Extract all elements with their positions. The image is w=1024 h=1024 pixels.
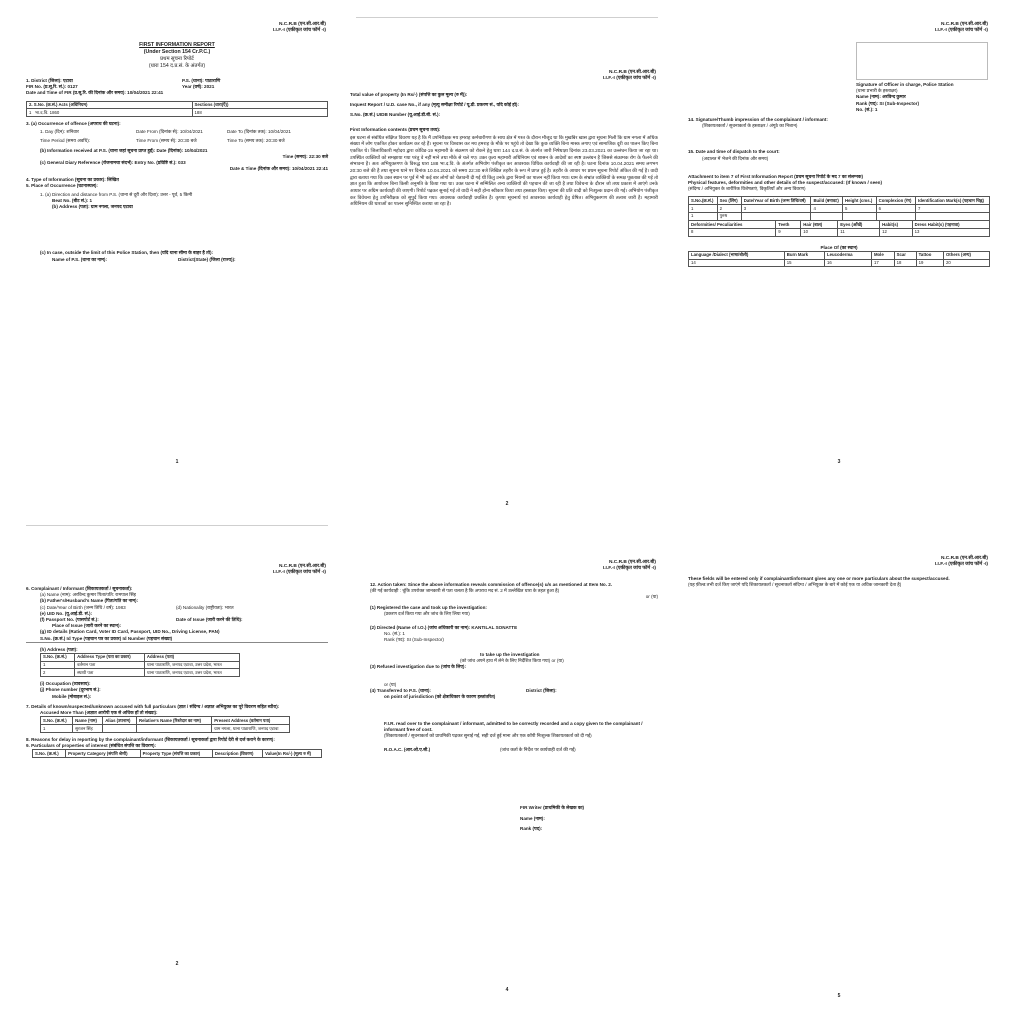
time-period-field: Time Period (समय अवधि):: [40, 137, 91, 143]
officer-rank: Rank (पद): SI (Sub-Inspector): [856, 100, 919, 106]
year-field: Year (वर्ष): 2021: [182, 84, 215, 90]
table-cell: [137, 725, 212, 733]
inquest-report-field: Inquest Report / U.D. case No., if any (मृत्यु समीक्षा रिपोर्ट / यू.डी. प्रकरण सं., यदि कोई हो):: [350, 102, 519, 108]
table-header-cell: Description (विवरण): [212, 750, 262, 758]
table-cell: थाना पाठाराणि, जनपद एटावा, उत्तर प्रदेश, भारत: [144, 669, 239, 677]
table-cell: [843, 212, 877, 220]
physical-table-3: [688, 251, 990, 268]
roac-field: R.O.A.C. (आर.ओ.ए.सी.): [384, 747, 431, 753]
fir-writer-heading: FIR Writer (प्राथमिकी के लेखक का): [520, 805, 585, 811]
accused-table: [40, 716, 290, 733]
dispatch-field: 15. Date and time of dispatch to the court:: [688, 149, 780, 155]
table-number-cell: 14: [689, 259, 785, 267]
properties-table: [32, 749, 322, 758]
page-header: N.C.R.B (एन.सी.आर.बी) I.I.F.-I (एकीकृत जांच फॉर्म -I): [272, 22, 326, 34]
table-header-cell: Address (पता): [144, 653, 239, 661]
table-cell: वर्तमान पता: [75, 661, 145, 669]
registered-case-hindi: (प्रकरण दर्ज किया गया और जांच के लिए लिया गया): [384, 610, 470, 616]
table-cell: 2: [41, 669, 75, 677]
table-header-cell: Property Category (संपत्ति श्रेणी): [66, 750, 141, 758]
table-cell: 1: [41, 661, 75, 669]
page-number: 3: [837, 459, 841, 466]
document-page-5: [348, 520, 666, 1014]
fir-writer-name: Name (नाम):: [520, 815, 545, 821]
complainant-signature-hindi: (शिकायतकर्ता / सूचनाकर्ता के हस्ताक्षर / अंगूठे का निशान): [702, 123, 798, 129]
page-number: 2: [175, 961, 179, 968]
officer-name: Name (नाम): अरविन्द कुमार: [856, 94, 906, 100]
page-number: 2: [505, 501, 509, 506]
complainant-uid: (e) UID No. (यू.आई.डी. सं.):: [40, 610, 93, 616]
table-cell: [916, 212, 990, 220]
fields-note: These fields will be entered only if complainant/informant gives any one or more particulars about the suspect/accused.: [688, 576, 950, 581]
table-number-cell: 6: [876, 205, 915, 213]
signature-title: Signature of Officer in charge, Police Station: [856, 82, 954, 87]
gd-reference-field: (c) General Diary Reference (रोजनामचा संदर्भ): Entry No. (प्रविष्टि सं.): 033: [40, 160, 186, 166]
acts-sections-table: [26, 101, 328, 118]
table-cell: [741, 212, 811, 220]
address-heading: (h) Address (पता):: [40, 646, 78, 652]
table-header-cell: Burn Mark: [784, 251, 824, 259]
physical-features-hindi: (संदिग्ध / अभियुक्त के शारीरिक विशेषताएं, विकृतियाँ और अन्य विवरण): [688, 186, 806, 192]
complainant-signature-field: 14. Signature/Thumb impression of the complainant / informant:: [688, 116, 828, 122]
fir-writer-rank: Rank (पद):: [520, 825, 543, 831]
table-header-cell: Present Address (वर्तमान पता): [212, 717, 290, 725]
table-row: [41, 661, 240, 669]
table-cell: [811, 212, 843, 220]
table-number-cell: 5: [843, 205, 877, 213]
beat-field: Beat No. (बीट सं.): 1: [52, 198, 93, 204]
fir-contents-heading: First Information contents (प्रथम सूचना तथ्य):: [350, 126, 441, 132]
complainant-father: (b) Father's/Husband's Name (पिता/पति का नाम):: [40, 598, 139, 604]
time-to-field: Time To (समय तक): 20:30 बजे: [227, 137, 285, 143]
table-header-cell: Scar: [894, 251, 916, 259]
complainant-heading: 6. Complainant / Informant (शिकायतकर्ता / सूचनाकर्ता):: [26, 586, 133, 591]
document-page-4: [18, 520, 336, 1014]
table-header-cell: Language /Dialect (भाषा/बोली): [689, 251, 785, 259]
uidb-field: S.No. (क्र.सं.) UIDB Number (यू.आई.डी.बी. सं.):: [350, 112, 441, 118]
table-header-cell: Leucoderma: [825, 251, 872, 259]
table-number-cell: 15: [784, 259, 824, 267]
accused-more-field: Accused More Than (अज्ञात आरोपी एक से अधिक हों तो संख्या):: [40, 710, 158, 716]
document-page-2: [348, 12, 666, 506]
properties-heading: 9. Particulars of properties of interest (संबंधित संपत्ति का विवरण):: [26, 742, 157, 748]
table-cell: सुरजन सिंह: [73, 725, 103, 733]
table-number-cell: 2: [717, 205, 741, 213]
acts-row-section: 188: [192, 109, 327, 117]
fir-contents-text: इस घटना से संबंधित संक्षिप्त विवरण यह है कि मैं उपनिरीक्षक मय हमराह कर्मचारीगण के साथ क्षेत्र में गश्त के दौरान मौजूद था कि मुखबिर खास द्वारा सूचना मिली कि ग्राम नगला में अधिक संख्या में लोग एकत्रित होकर कार्यक्रम कर रहे हैं। सूचना पर विश्वास कर मय हमराह के मौके पर पहुंचे तो देखा कि कुछ व्यक्ति बिना मास्क लगाए एवं सामाजिक दूरी का पालन किए बिना एकत्रित थे। जिलाधिकारी महोदय द्वारा कोविड-19 महामारी के संक्रमण को रोकने हेतु धारा 144 द.प्र.सं. के अंतर्गत जारी निषेधाज्ञा दिनांक 23.03.2021 का उल्लंघन किया जा रहा था। उपस्थित व्यक्तियों को समझाया गया परंतु वे नहीं माने तथा मौके से चले गए। उक्त कृत्य महामारी अधिनियम एवं शासन के आदेशों का स्पष्ट उल्लंघन है जिससे संक्रामक रोग के फैलने की संभावना है। अतः अभियुक्तगण के विरुद्ध धारा 188 भा.द.वि. के अंतर्गत अभियोग पंजीकृत कर आवश्यक विधिक कार्यवाही की जा रही है। घटना दिनांक 10.04.2021 समय लगभग 20:30 बजे की है तथा सूचना थाने पर दिनांक 10.04.2021 को समय 22:30 बजे लिखित तहरीर के रूप में प्राप्त हुई है। तहरीर के आधार पर प्रथम सूचना रिपोर्ट अंकित की गई है। वादी द्वारा बताया गया कि उक्त स्थान पर पूर्व में भी कई बार लोगों को चेतावनी दी गई थी किंतु उनके द्वारा नियमों का पालन नहीं किया गया। ग्राम के संभ्रांत व्यक्तियों के समक्ष पूछताछ की गई तो ज्ञात हुआ कि आयोजन बिना किसी अनुमति के किया गया था। उक्त घटना में सम्मिलित अन्य व्यक्तियों की पहचान की जा रही है तथा विवेचना के दौरान जो तथ्य प्रकाश में आएंगे उनके आधार पर अग्रिम कार्यवाही की जाएगी। रिपोर्ट पढ़कर सुनाई गई तो वादी ने सही होना स्वीकार किया तथा हस्ताक्षर किए। सूचना की प्रति वादी को निःशुल्क प्रदान की गई। अभियोग पंजीकृत कर विवेचना हेतु उपनिरीक्षक को सुपुर्द किया गया। आवश्यक कार्यवाही प्रचलित है। कृपया सूचनार्थ एवं आवश्यक कार्यवाही हेतु प्रेषित। अभियुक्तगण की तलाश जारी है। महामारी अधिनियम की धाराओं का पालन सुनिश्चित कराया जा रहा है।: [350, 134, 658, 207]
report-subtitle: (Under Section 154 Cr.P.C.): [143, 49, 211, 56]
document-page-6: [680, 520, 998, 1014]
physical-features-heading: Physical features, deformities and other details of the suspect/accused: (If known / seen): [688, 179, 883, 185]
id-details-heading: (g) ID details (Ration Card, Voter ID Card, Passport, UID No., Driving License, PAN): [40, 629, 220, 635]
fir-datetime-field: Date and Time of FIR (प्र.सू.रि. की दिनांक और समय): 10/04/2021 22:41: [26, 90, 164, 96]
passport-issue-date: Date of Issue (जारी करने की तिथि):: [176, 616, 243, 622]
table-header-cell: Tattoo: [916, 251, 943, 259]
passport-issue-place: Place of Issue (जारी करने का स्थान):: [52, 623, 122, 629]
table-number-cell: 13: [912, 228, 989, 236]
table-header-cell: Dress Habit(s) (पहनावा): [912, 221, 989, 229]
take-investigation-hindi: (को जांच अपने हाथ में लेने के लिए निर्देशित किया गया) or (या): [460, 657, 564, 663]
directed-io-no: No. (सं.): 1: [384, 631, 405, 637]
acts-row: [27, 109, 193, 117]
phone-field: (j) Phone number (दूरभाष सं.):: [40, 687, 101, 693]
table-number-cell: 4: [811, 205, 843, 213]
delay-reasons-field: 8. Reasons for delay in reporting by the complainant/informant (शिकायतकर्ता / सूचनाकर्ता द्वारा रिपोर्ट देरी से दर्ज कराने के कारण):: [26, 736, 275, 742]
directed-io-field: (2) Directed (Name of I.O.) (जांच अधिकारी का नाम): KANTILAL SONATTE: [370, 624, 518, 630]
acts-row-act: भा.द.वि. 1860: [34, 109, 60, 115]
action-taken-hindi: (की गई कार्यवाही : चूंकि उपरोक्त जानकारी से पता चलता है कि अपराध मद सं. 2 में उल्लेखित धारा के तहत हुआ है): [370, 588, 560, 594]
signature-subtitle: (थाना प्रभारी के हस्ताक्षर): [856, 88, 898, 94]
occurrence-heading: 3. (a) Occurrence of offence (अपराध की घटना):: [26, 121, 121, 127]
page-number: 5: [837, 993, 841, 1000]
table-number-cell: 7: [916, 205, 990, 213]
table-number-cell: 17: [871, 259, 894, 267]
table-header-cell: Habit(s): [880, 221, 913, 229]
officer-no: No. (सं.): 1: [856, 106, 878, 112]
date-to-field: Date To (दिनांक तक): 10/04/2021: [227, 129, 291, 135]
page-header: N.C.R.B (एन.सी.आर.बी) I.I.F.-I (एकीकृत जांच फॉर्म -I): [934, 556, 988, 568]
refused-investigation-field: (3) Refused investigation due to (जांच के लिए):: [370, 663, 466, 669]
table-header-cell: Property Type (संपत्ति का प्रकार): [140, 750, 212, 758]
table-header-cell: S.No. (क्र.सं.): [41, 717, 73, 725]
dispatch-hindi: (अदालत में भेजने की दिनांक और समय): [702, 155, 769, 161]
address-table: [40, 653, 240, 677]
table-cell: [103, 725, 137, 733]
table-cell: [876, 212, 915, 220]
top-rule: [356, 17, 658, 18]
table-header-cell: Address Type (पता का प्रकार): [75, 653, 145, 661]
place-heading: 5. Place of Occurrence (घटनास्थल):: [26, 182, 98, 188]
report-subtitle-hindi: प्रथम सूचना रिपोर्ट: [160, 56, 194, 63]
table-header-cell: Relative's Name (रिश्तेदार का नाम): [137, 717, 212, 725]
mobile-field: Mobile (मोबाइल सं.):: [52, 693, 92, 699]
table-cell: पुरुष: [717, 212, 741, 220]
action-taken-heading: 12. Action taken: Since the above information reveals commission of offence(s) u/s as mentioned at Item No. 2.: [370, 582, 613, 587]
transferred-ps-field: (4) Transferred to P.S. (थाना):: [370, 688, 431, 694]
gd-datetime-field: Date & Time (दिनांक और समय): 10/04/2021 22:41: [229, 166, 328, 172]
table-header-cell: Mole: [871, 251, 894, 259]
page-header: N.C.R.B (एन.सी.आर.बी) I.I.F.-I (एकीकृत जांच फॉर्म -I): [934, 22, 988, 34]
table-cell: स्थायी पता: [75, 669, 145, 677]
day-field: 1. Day (दिन): शनिवार: [40, 129, 79, 135]
complainant-name: (a) Name (नाम): अरविन्द कुमार पिता/पति: रामपाल सिंह: [40, 592, 137, 598]
table-number-cell: 1: [689, 205, 718, 213]
outside-ps-field: (c) In case, outside the limit of this Police Station, then (यदि थाना सीमा के बाहर है तो):: [40, 250, 214, 256]
table-number-cell: 12: [880, 228, 913, 236]
jurisdiction-field: on point of jurisdiction (को क्षेत्राधिकार के कारण हस्तांतरित): [384, 694, 496, 700]
table-number-cell: 9: [776, 228, 801, 236]
district-field: 1. District (जिला): एटावा: [26, 78, 73, 84]
page-header: N.C.R.B (एन.सी.आर.बी) I.I.F.-I (एकीकृत जांच फॉर्म -I): [602, 70, 656, 82]
table-number-cell: 3: [741, 205, 811, 213]
table-cell: 1: [41, 725, 73, 733]
table-header-cell: S.No. (क्र.सं.): [41, 653, 75, 661]
fields-note-hindi: (यह फ़ील्ड तभी दर्ज किए जाएंगे यदि शिकायतकर्ता / सूचनाकर्ता संदिग्ध / अभियुक्त के बारे में कोई एक या अधिक जानकारी देता है): [688, 582, 902, 588]
passport-no: (f) Passport No. (पासपोर्ट सं.):: [40, 616, 99, 622]
direction-field: 1. (a) Direction and distance from P.S. (थाना से दूरी और दिशा): उत्तर - पूर्व, 5 किमी: [40, 191, 193, 197]
document-page-3: [680, 12, 998, 506]
info-received-field: (b) Information received at P.S. (थाना जहां सूचना प्राप्त हुई): Date (दिनांक): 10/04/2021: [40, 147, 208, 153]
table-number-cell: 19: [916, 259, 943, 267]
table-number-cell: 16: [825, 259, 872, 267]
report-subtitle-2: (धारा 154 द.प्र.सं. के अंतर्गत): [148, 63, 206, 70]
date-from-field: Date From (दिनांक से): 10/04/2021: [136, 129, 203, 135]
table-header-cell: Name (नाम): [73, 717, 103, 725]
acts-row-no: 1: [29, 109, 32, 115]
signature-box: [856, 42, 988, 80]
registered-case-field: (1) Registered the case and took up the investigation:: [370, 604, 487, 610]
table-header-cell: Alias (उपनाम): [103, 717, 137, 725]
take-investigation: to take up the investigation: [480, 651, 540, 657]
info-time-field: Time (समय): 22:30 बजे: [282, 153, 328, 159]
address-field: (b) Address (पता): ग्राम नगला, जनपद एटावा: [52, 204, 133, 210]
or-label-1: or (या): [645, 594, 658, 600]
table-header-cell: Value(In Rs/-) (मूल्य रु में): [263, 750, 322, 758]
page-header: N.C.R.B (एन.सी.आर.बी) I.I.F.-I (एकीकृत जांच फॉर्म -I): [602, 560, 656, 572]
complainant-nationality: (d) Nationality (राष्ट्रीयता): भारत: [176, 604, 234, 610]
table-header-cell: Eyes (आँखें): [838, 221, 880, 229]
time-from-field: Time From (समय से): 20:30 बजे: [136, 137, 197, 143]
table-number-cell: 8: [689, 228, 776, 236]
physical-table-2: [688, 220, 990, 237]
table-header-cell: Date/Year of Birth (जन्म तिथि/वर्ष): [741, 197, 811, 205]
page-header: N.C.R.B (एन.सी.आर.बी) I.I.F.-I (एकीकृत जांच फॉर्म -I): [272, 564, 326, 576]
occupation-field: (i) Occupation (व्यवसाय):: [40, 681, 91, 687]
table-cell: थाना पाठाराणि, जनपद एटावा, उत्तर प्रदेश, भारत: [144, 661, 239, 669]
complainant-dob: (c) Date/Year of Birth (जन्म तिथि / वर्ष): 1983: [40, 604, 126, 610]
id-details-columns: S.No. (क्र.सं.) Id Type (पहचान पत्र का प्रकार) Id Number (पहचान संख्या): [26, 636, 328, 643]
table-cell: ग्राम नगला, थाना पाठाराणि, जनपद एटावा: [212, 725, 290, 733]
transferred-district-field: District (जिला):: [526, 688, 557, 694]
table-header-cell: Sex (लिंग): [717, 197, 741, 205]
outside-ps-name: Name of P.S. (थाना का नाम):: [52, 256, 107, 262]
table-header-cell: S.No.(क्र.सं.): [689, 197, 718, 205]
accused-heading: 7. Details of known/suspected/unknown accused with full particulars (ज्ञात / संदिग्ध / अज्ञात अभियुक्त का पूरे विवरण सहित ब्यौरा):: [26, 703, 280, 709]
ps-field: P.S. (थाना): पाठाराणि: [182, 78, 221, 84]
roac-hindi: (जांच कर्ता के निर्देश पर कार्यवाही दर्ज की गई): [500, 747, 576, 753]
place-of-label: Place Of (का स्थान): [820, 244, 858, 250]
table-number-cell: 11: [838, 228, 880, 236]
info-type-field: 4. Type of Information (सूचना का प्रकार): लिखित: [26, 176, 119, 182]
table-header-cell: Hair (बाल): [801, 221, 838, 229]
fir-no-field: FIR No. (प्र.सू.रि. सं.): 0127: [26, 84, 78, 90]
document-page-1: [18, 12, 336, 506]
sections-header: Sections (धारा(एँ)): [192, 101, 327, 109]
table-header-cell: Teeth: [776, 221, 801, 229]
table-row: [41, 669, 240, 677]
page-number: 4: [505, 987, 509, 994]
fir-read-over-hindi: (शिकायतकर्ता / सूचनाकर्ता को प्राथमिकी पढ़कर सुनाई गई, सही दर्ज हुई माना और एक कॉपी निःशुल्क शिकायतकर्ता को दी गई): [384, 733, 592, 738]
outside-ps-district: District(State) (जिला (राज्य)):: [178, 256, 236, 262]
table-number-cell: 10: [801, 228, 838, 236]
table-number-cell: 20: [943, 259, 989, 267]
table-header-cell: Height (cms.): [843, 197, 877, 205]
table-header-cell: Build (बनावट): [811, 197, 843, 205]
attachment-heading: Attachment to item 7 of First Information Report (प्रथम सूचना रिपोर्ट के मद 7 का संलग्नक): [688, 173, 863, 179]
table-header-cell: Identification Mark(s) (पहचान चिह्न): [916, 197, 990, 205]
table-number-cell: 18: [894, 259, 916, 267]
table-cell: 1: [689, 212, 718, 220]
table-header-cell: Others (अन्य): [943, 251, 989, 259]
fir-read-over: F.I.R. read over to the complainant / informant, admitted to be correctly recorded and a copy given to the complainant / informant free of cost.: [384, 720, 643, 732]
property-value-field: Total value of property (In Rs/-) (संपत्ति का कुल मूल्य (रु में)):: [350, 92, 468, 97]
directed-io-rank: Rank (पद): SI (Sub-Inspector): [384, 637, 444, 643]
top-rule: [26, 525, 328, 526]
physical-table-1: [688, 196, 990, 220]
or-label-2: or (या): [384, 682, 397, 688]
table-header-cell: Deformities/ Peculiarities: [689, 221, 776, 229]
page-number: 1: [175, 459, 179, 466]
table-header-cell: S.No. (क्र.सं.): [33, 750, 66, 758]
acts-header: 2. S.No. (क्र.सं.) Acts (अधिनियम): [27, 101, 193, 109]
table-header-cell: Complexion (रंग): [876, 197, 915, 205]
report-title: FIRST INFORMATION REPORT: [139, 42, 215, 48]
